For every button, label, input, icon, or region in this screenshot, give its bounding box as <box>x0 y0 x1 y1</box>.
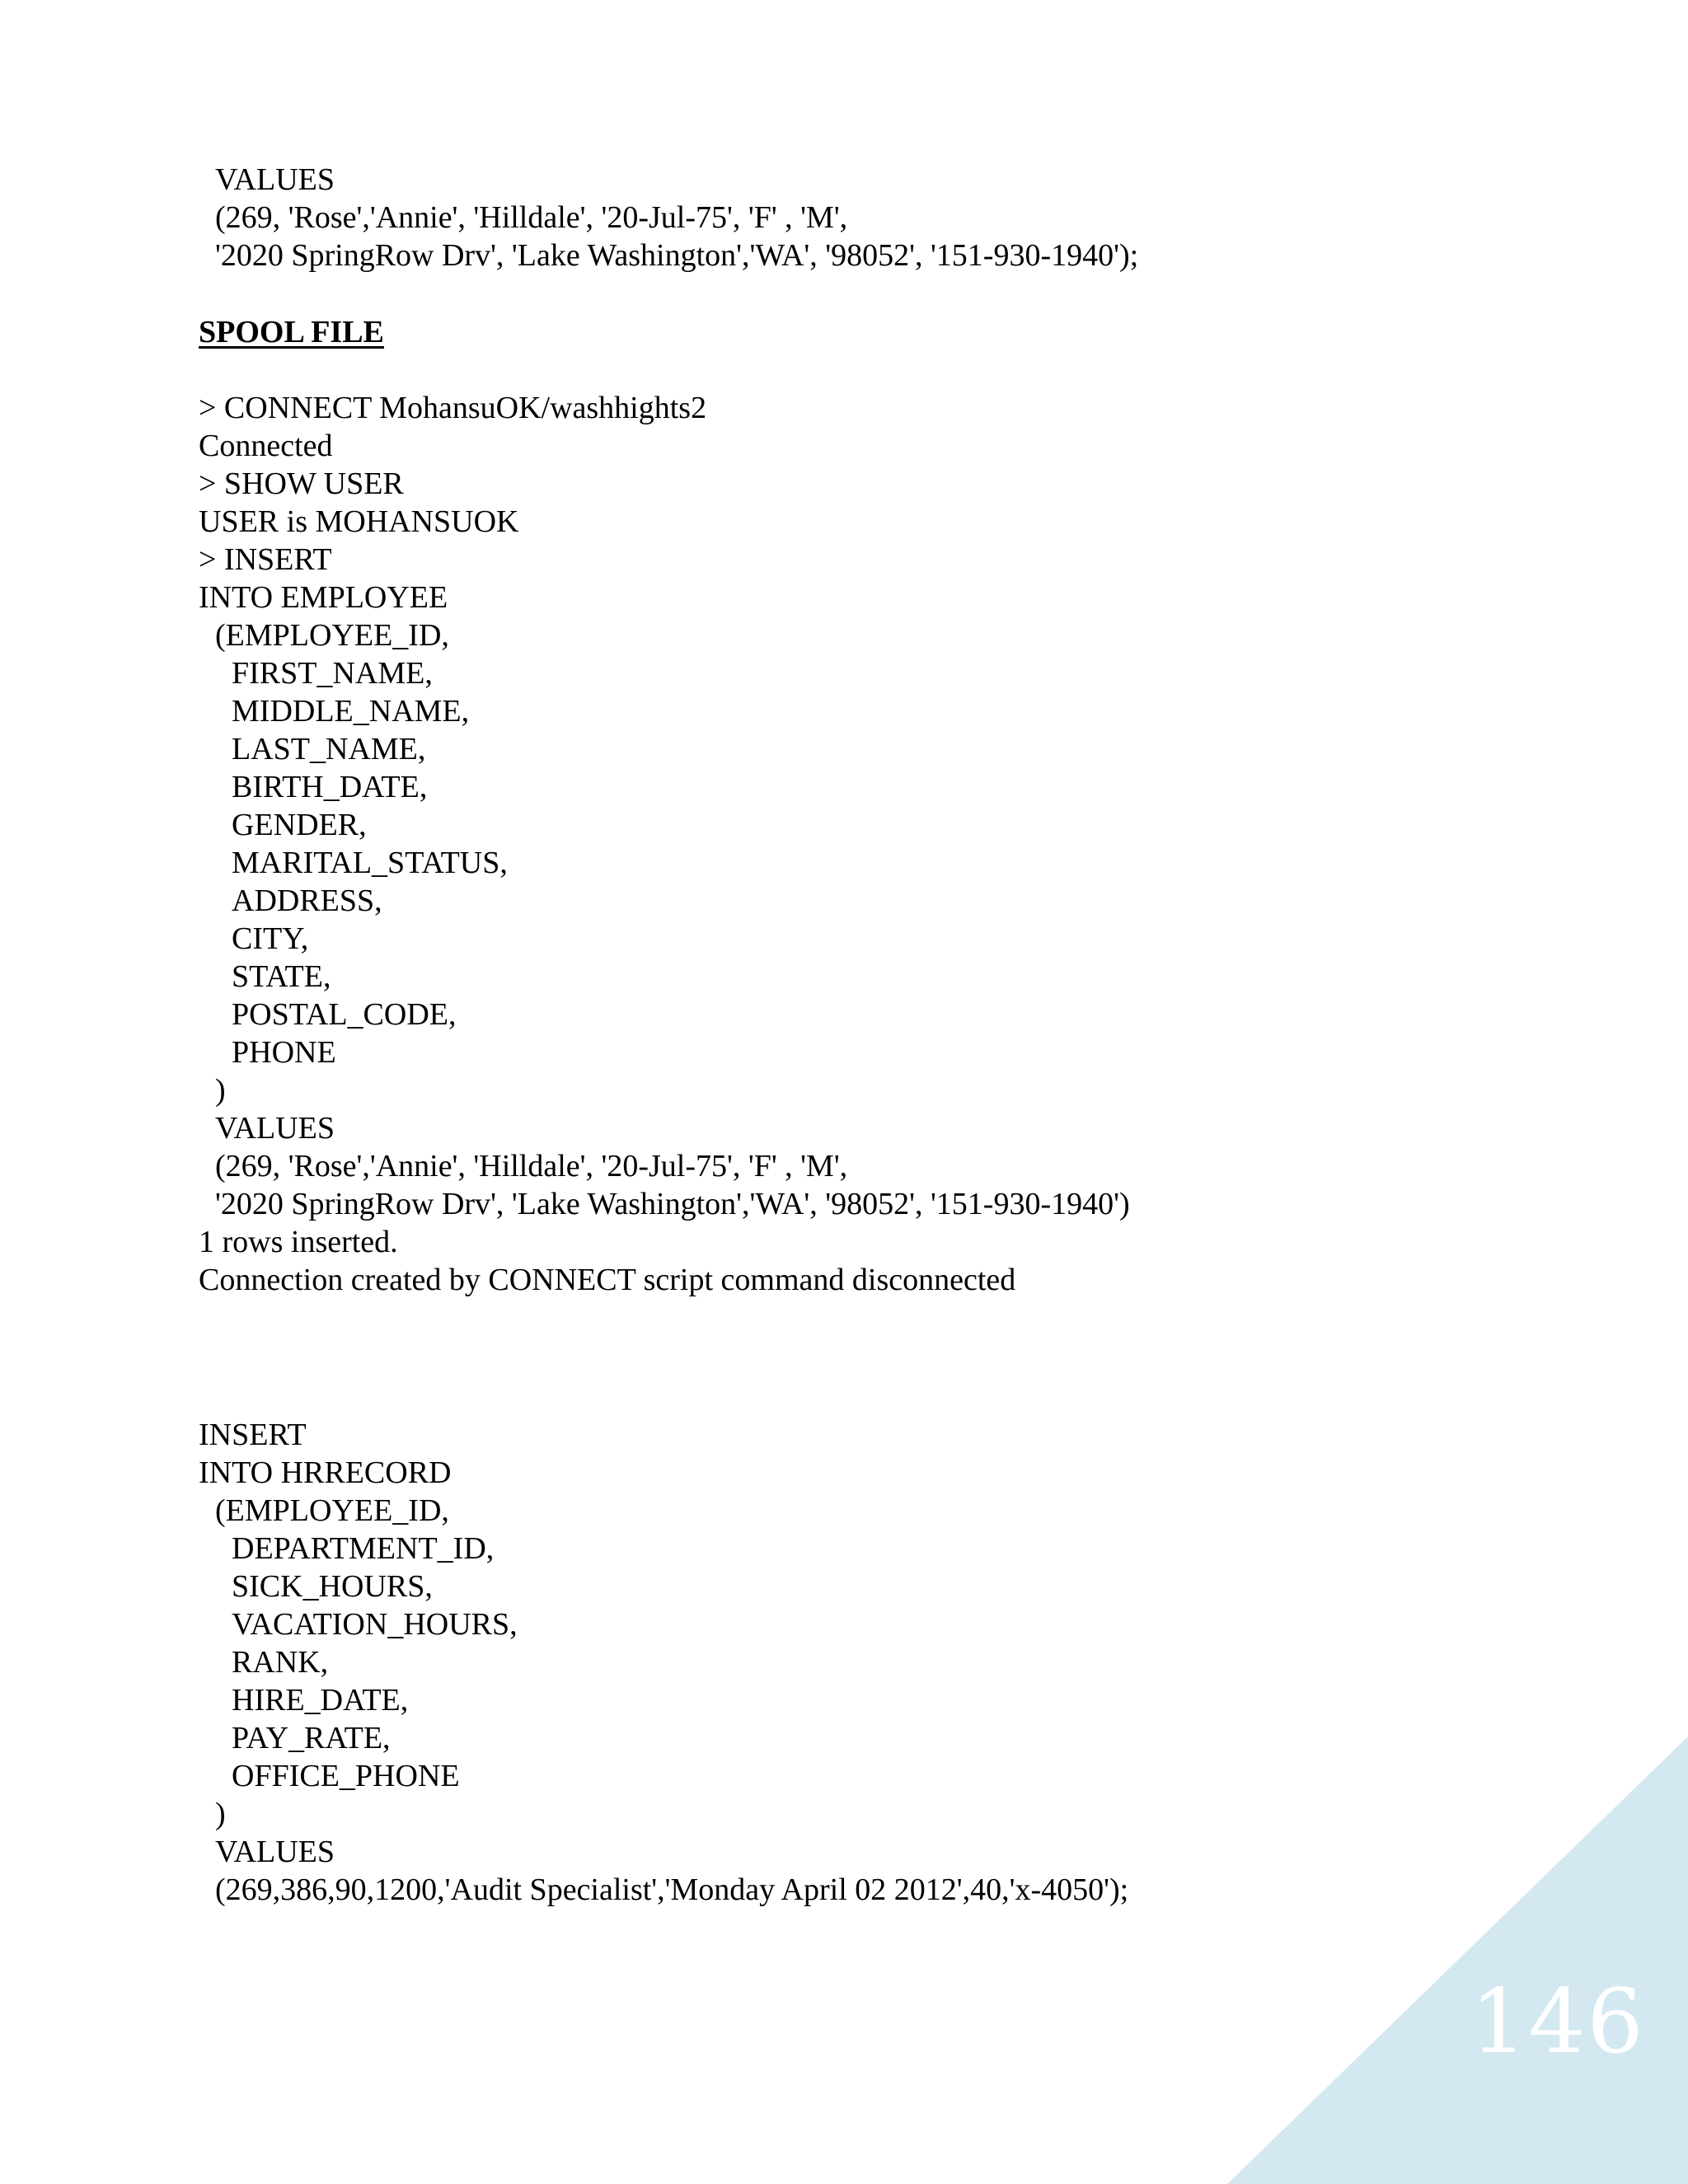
connect-command: > CONNECT MohansuOK/washhights2 <box>199 391 707 425</box>
values-keyword: VALUES <box>215 1111 335 1146</box>
into-clause: INTO EMPLOYEE <box>199 580 448 615</box>
column-name: HIRE_DATE, <box>232 1683 409 1718</box>
page-number: 146 <box>1470 1971 1645 2074</box>
column-name: OFFICE_PHONE <box>232 1759 460 1793</box>
column-name: DEPARTMENT_ID, <box>232 1531 495 1566</box>
column-name: FIRST_NAME, <box>232 656 433 691</box>
values-keyword: VALUES <box>215 162 335 197</box>
column-list-close: ) <box>215 1797 226 1831</box>
disconnected-status: Connection created by CONNECT script command disconnected <box>199 1263 1016 1297</box>
into-clause: INTO HRRECORD <box>199 1455 452 1490</box>
column-name: RANK, <box>232 1645 329 1680</box>
user-status: USER is MOHANSUOK <box>199 504 519 539</box>
column-name: MIDDLE_NAME, <box>232 694 470 729</box>
show-user-command: > SHOW USER <box>199 466 404 501</box>
values-keyword: VALUES <box>215 1835 335 1869</box>
column-name: POSTAL_CODE, <box>232 997 457 1032</box>
values-line: '2020 SpringRow Drv', 'Lake Washington','WA', '98052', '151-930-1940'); <box>215 238 1139 273</box>
column-name: CITY, <box>232 921 309 956</box>
spool-file-heading: SPOOL FILE <box>199 315 384 349</box>
rows-inserted-status: 1 rows inserted. <box>199 1225 398 1259</box>
column-name: BIRTH_DATE, <box>232 770 428 804</box>
column-name: STATE, <box>232 959 331 994</box>
column-name: VACATION_HOURS, <box>232 1607 518 1642</box>
column-name: MARITAL_STATUS, <box>232 846 508 880</box>
column-name: GENDER, <box>232 808 367 842</box>
column-name: LAST_NAME, <box>232 732 426 766</box>
insert-keyword: INSERT <box>199 1418 307 1452</box>
column-name: ADDRESS, <box>232 883 382 918</box>
values-line: (269, 'Rose','Annie', 'Hilldale', '20-Jul-75', 'F' , 'M', <box>215 200 848 235</box>
column-name: SICK_HOURS, <box>232 1569 433 1604</box>
values-line: (269,386,90,1200,'Audit Specialist','Monday April 02 2012',40,'x-4050'); <box>215 1872 1129 1907</box>
insert-command: > INSERT <box>199 542 332 577</box>
connected-status: Connected <box>199 429 333 463</box>
values-line: (269, 'Rose','Annie', 'Hilldale', '20-Jul-75', 'F' , 'M', <box>215 1149 848 1183</box>
column-list-open: (EMPLOYEE_ID, <box>215 1493 449 1528</box>
column-name: PHONE <box>232 1035 336 1070</box>
column-name: PAY_RATE, <box>232 1721 391 1755</box>
corner-decoration <box>1227 1736 1688 2184</box>
column-list-open: (EMPLOYEE_ID, <box>215 618 449 653</box>
column-list-close: ) <box>215 1073 226 1108</box>
values-line: '2020 SpringRow Drv', 'Lake Washington','WA', '98052', '151-930-1940') <box>215 1187 1130 1221</box>
